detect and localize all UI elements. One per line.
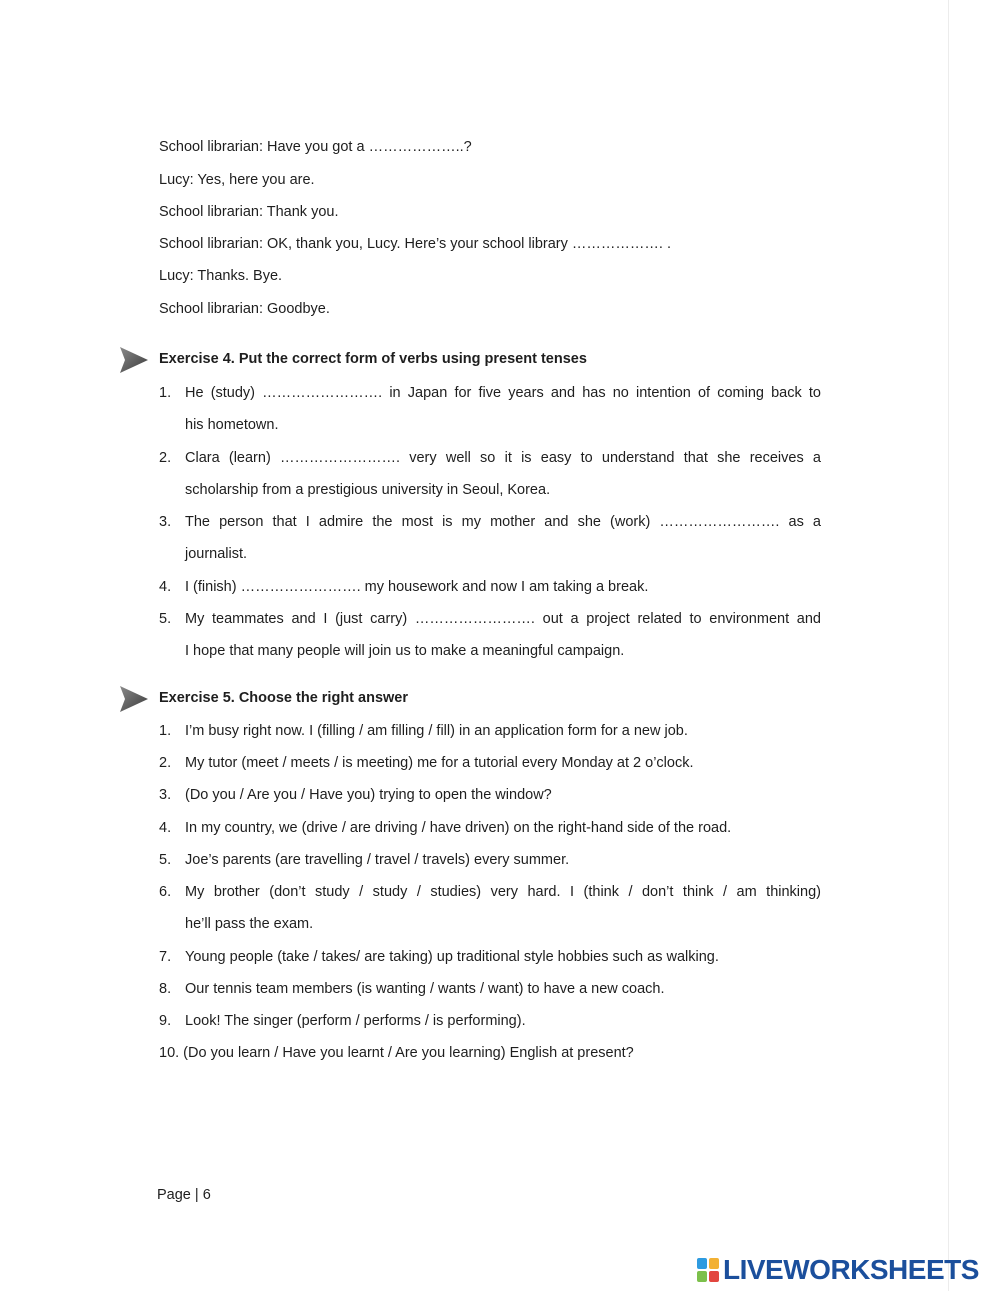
- scan-edge-line: [948, 0, 949, 1291]
- item-text: Our tennis team members (is wanting / wants / want) to have a new coach.: [185, 981, 665, 997]
- item-number: 7.: [159, 949, 172, 965]
- item-number: 5.: [159, 611, 172, 627]
- item-text: My tutor (meet / meets / is meeting) me for a tutorial every Monday at 2 o’clock.: [185, 755, 694, 771]
- dialogue-line: School librarian: Goodbye.: [159, 301, 330, 317]
- item-text: My brother (don’t study / study / studies) very hard. I (think / don’t think / am thinking): [185, 884, 821, 900]
- item-text-continued: I hope that many people will join us to make a meaningful campaign.: [185, 643, 625, 659]
- brand-name: LIVEWORKSHEETS: [723, 1254, 979, 1285]
- item-text-continued: his hometown.: [185, 417, 279, 433]
- item-number: 2.: [159, 755, 172, 771]
- dialogue-line: Lucy: Thanks. Bye.: [159, 268, 283, 284]
- liveworksheets-logo-icon: [697, 1258, 719, 1282]
- item-number: 1.: [159, 723, 172, 739]
- item-text: 10. (Do you learn / Have you learnt / Are you learning) English at present?: [159, 1045, 634, 1061]
- item-number: 1.: [159, 385, 172, 401]
- item-number: 4.: [159, 579, 172, 595]
- item-number: 5.: [159, 852, 172, 868]
- item-text: Young people (take / takes/ are taking) up traditional style hobbies such as walking.: [185, 949, 719, 965]
- item-number: 2.: [159, 450, 172, 466]
- item-text-continued: journalist.: [185, 546, 248, 562]
- item-text: He (study) ……………………. in Japan for five years and has no intention of coming back to: [185, 385, 821, 401]
- item-text: Joe’s parents (are travelling / travel / travels) every summer.: [185, 852, 570, 868]
- page-number: Page | 6: [157, 1187, 211, 1203]
- item-text: Look! The singer (perform / performs / is performing).: [185, 1013, 526, 1029]
- dialogue-line: Lucy: Yes, here you are.: [159, 172, 315, 188]
- item-number: 6.: [159, 884, 172, 900]
- item-text: Clara (learn) ……………………. very well so it is easy to understand that she receives a: [185, 450, 821, 466]
- item-text-continued: he’ll pass the exam.: [185, 916, 314, 932]
- item-text-continued: scholarship from a prestigious university in Seoul, Korea.: [185, 482, 551, 498]
- dialogue-line: School librarian: OK, thank you, Lucy. Here’s your school library ………………. .: [159, 236, 671, 252]
- item-text: I (finish) ……………………. my housework and now I am taking a break.: [185, 579, 649, 595]
- item-number: 3.: [159, 787, 172, 803]
- item-number: 8.: [159, 981, 172, 997]
- liveworksheets-logo: [697, 1254, 979, 1286]
- item-number: 3.: [159, 514, 172, 530]
- dialogue-line: School librarian: Thank you.: [159, 204, 339, 220]
- exercise-5-title: Exercise 5. Choose the right answer: [159, 690, 409, 706]
- exercise-4-title: Exercise 4. Put the correct form of verbs using present tenses: [159, 351, 587, 367]
- item-text: In my country, we (drive / are driving / have driven) on the right-hand side of the road.: [185, 820, 732, 836]
- item-text: (Do you / Are you / Have you) trying to open the window?: [185, 787, 552, 803]
- arrow-right-icon: [118, 345, 150, 375]
- item-text: My teammates and I (just carry) ……………………. out a project related to environment and: [185, 611, 821, 627]
- item-text: The person that I admire the most is my mother and she (work) ……………………. as a: [185, 514, 821, 530]
- dialogue-line: School librarian: Have you got a ………………..?: [159, 139, 472, 155]
- item-number: 4.: [159, 820, 172, 836]
- item-number: 9.: [159, 1013, 172, 1029]
- item-text: I’m busy right now. I (filling / am filling / fill) in an application form for a new job.: [185, 723, 688, 739]
- arrow-right-icon: [118, 684, 150, 714]
